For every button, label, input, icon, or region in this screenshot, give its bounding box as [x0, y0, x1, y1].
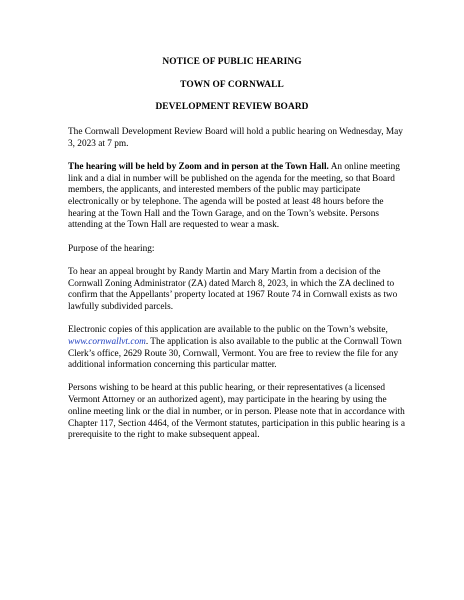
board-name: DEVELOPMENT REVIEW BOARD: [155, 102, 309, 112]
hearing-format-emphasis: The hearing will be held by Zoom and in person at the Town Hall.: [68, 161, 329, 172]
purpose-paragraph: To hear an appeal brought by Randy Martin and Mary Martin from a decision of the Cornwall Zoning Administrator (ZA) dated March 8, 2023, in which the ZA declined to confirm that the Appellants’ property located at 1967 Route 74 in Cornwall exists as two lawfully subdivided parcels.: [68, 266, 398, 312]
electronic-copies-rest: . The application is also available to the public at the Cornwall Town Clerk’s office, 2629 Route 30, Cornwall, Vermont. You are free to review the file for any additional information concerning this particular matter.: [68, 336, 402, 371]
purpose-heading: Purpose of the hearing:: [68, 243, 155, 254]
participation-paragraph: Persons wishing to be heard at this public hearing, or their representatives (a licensed Vermont Attorney or an authorized agent), may participate in the hearing by using the online meeting link or the dial in number, or in person. Please note that in accordance with Chapter 117, Section 4464, of the Vermont statutes, participation in this public hearing is a prerequisite to the right to make subsequent appeal.: [68, 383, 405, 441]
electronic-copies-text: Electronic copies of this application are available to the public on the Town’s website,: [68, 325, 388, 336]
notice-body: [68, 127, 408, 442]
hearing-date-paragraph: The Cornwall Development Review Board will hold a public hearing on Wednesday, May 3, 2023 at 7 pm.: [68, 127, 403, 149]
hearing-format-details: An online meeting link and a dial in number will be published on the agenda for the meeting, so that Board members, the applicants, and interested members of the public may participate electronically or by telephone. The agenda will be posted at least 48 hours before the hearing at the Town Hall and the Town Garage, and on the Town’s website. Persons attending at the Town Hall are requested to wear a mask.: [68, 161, 400, 231]
town-name: TOWN OF CORNWALL: [180, 80, 284, 90]
electronic-copies-paragraph: [68, 325, 408, 372]
town-website-link[interactable]: www.cornwallvt.com: [68, 336, 146, 347]
hearing-format-paragraph: [68, 162, 408, 232]
notice-title: NOTICE OF PUBLIC HEARING: [162, 57, 302, 67]
